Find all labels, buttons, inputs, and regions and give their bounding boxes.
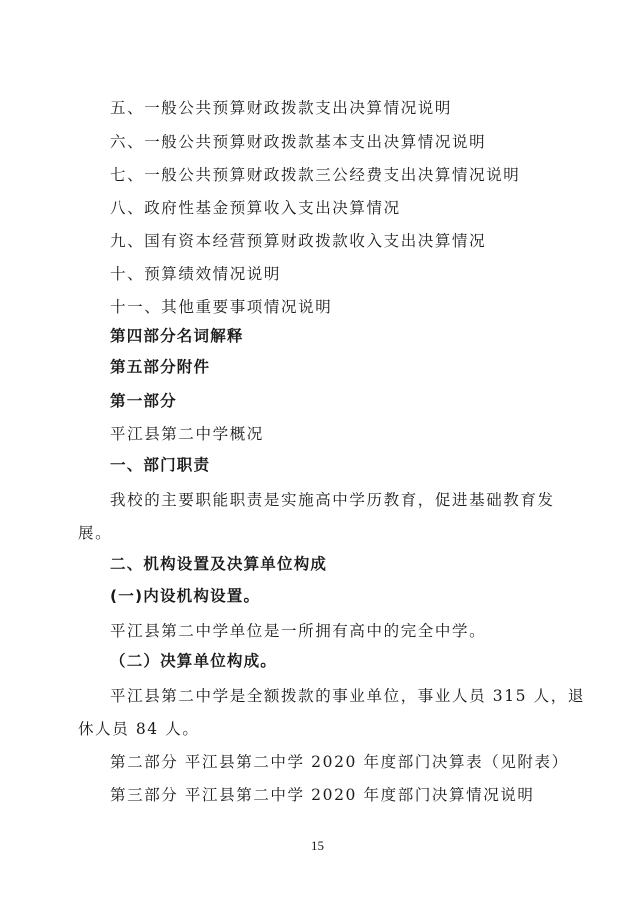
toc-item-5: 五、一般公共预算财政拨款支出决算情况说明 — [110, 99, 453, 117]
toc-item-8: 八、政府性基金预算收入支出决算情况 — [110, 199, 401, 217]
toc-item-11: 十一、其他重要事项情况说明 — [110, 298, 333, 316]
part3-line: 第三部分 平江县第二中学 2020 年度部门决算情况说明 — [110, 786, 535, 804]
part1-title: 第一部分 — [110, 392, 177, 410]
page-number: 15 — [311, 838, 324, 853]
sub1-text: 平江县第二中学单位是一所拥有高中的完全中学。 — [110, 622, 487, 640]
toc-item-6: 六、一般公共预算财政拨款基本支出决算情况说明 — [110, 133, 487, 151]
section1-text-line1: 我校的主要职能职责是实施高中学历教育，促进基础教育发 — [110, 491, 555, 509]
toc-item-10: 十、预算绩效情况说明 — [110, 265, 282, 283]
part4-title: 第四部分名词解释 — [110, 327, 244, 345]
section1-text-line2: 展。 — [78, 524, 113, 542]
sub2-text-line1: 平江县第二中学是全额拨款的事业单位，事业人员 315 人，退 — [110, 687, 585, 705]
sub2-text-line2: 休人员 84 人。 — [78, 720, 200, 738]
sub2-title: （二）决算单位构成。 — [110, 652, 278, 670]
part2-line: 第二部分 平江县第二中学 2020 年度部门决算表（见附表） — [110, 753, 569, 771]
toc-item-7: 七、一般公共预算财政拨款三公经费支出决算情况说明 — [110, 166, 521, 184]
section2-title: 二、机构设置及决算单位构成 — [110, 555, 328, 573]
section1-title: 一、部门职责 — [110, 456, 211, 474]
sub1-title: (一)内设机构设置。 — [110, 587, 261, 605]
part1-subtitle: 平江县第二中学概况 — [110, 425, 264, 443]
toc-item-9: 九、国有资本经营预算财政拨款收入支出决算情况 — [110, 232, 487, 250]
part5-title: 第五部分附件 — [110, 358, 211, 376]
